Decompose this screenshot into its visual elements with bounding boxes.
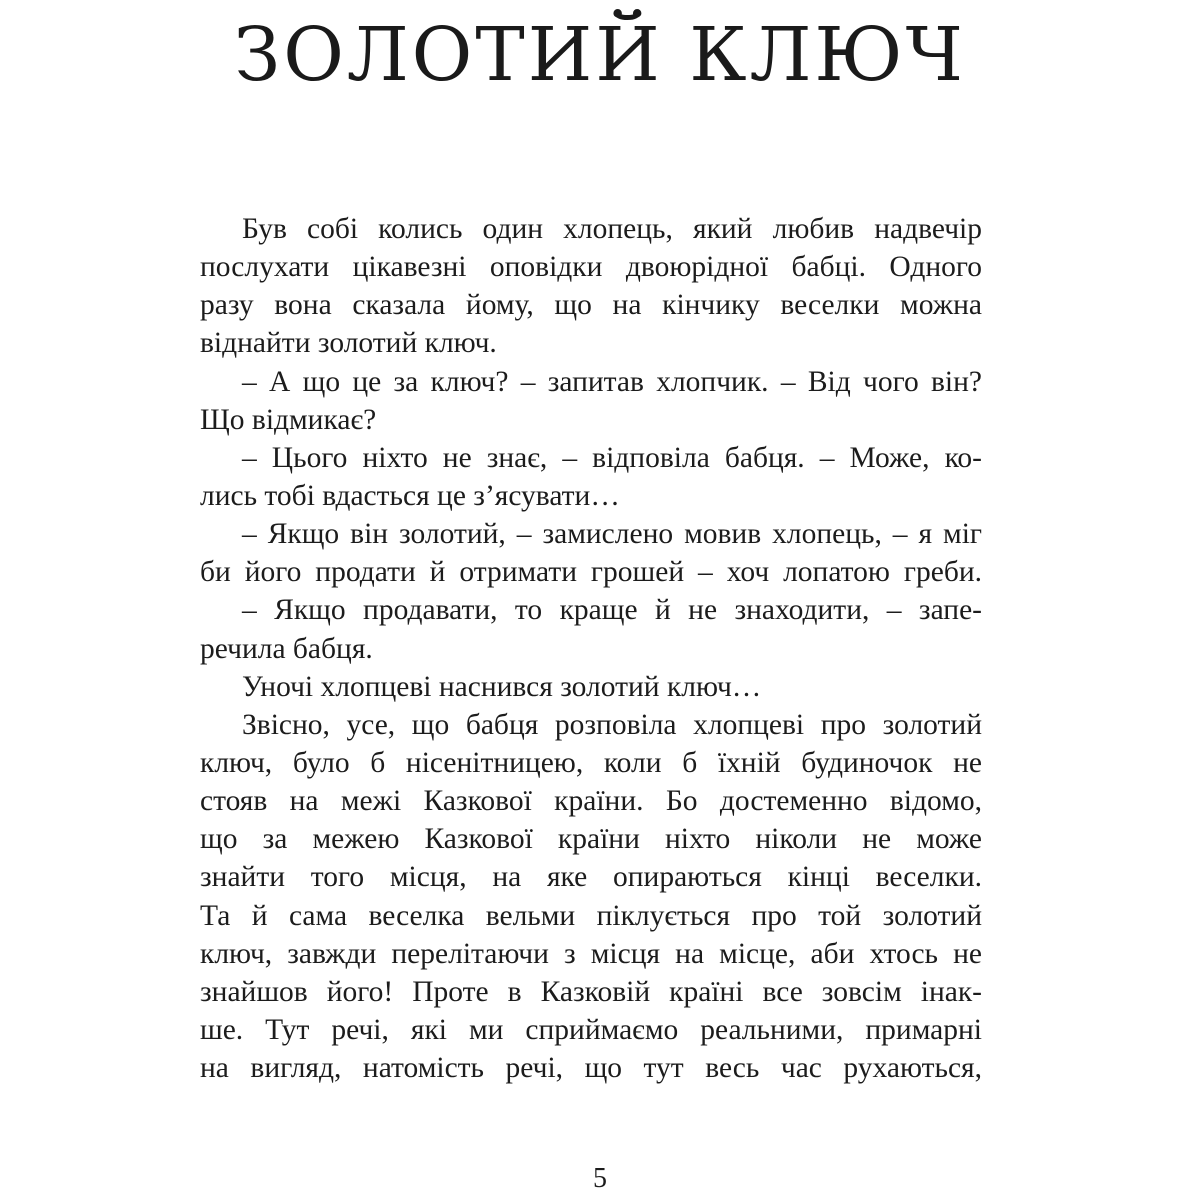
text-line: стояв на межі Казкової країни. Бо достеменно відомо, — [200, 785, 982, 818]
body-text — [200, 210, 982, 1087]
text-line: би його продати й отримати грошей – хоч лопатою греби. — [200, 556, 982, 589]
text-line: Що відмикає? — [200, 403, 377, 436]
chapter-title: ЗОЛОТИЙ КЛЮЧ — [234, 12, 966, 98]
text-line: Звісно, усе, що бабця розповіла хлопцеві про золотий — [242, 708, 982, 741]
text-line: знайшов його! Проте в Казковій країні все зовсім інак- — [200, 975, 982, 1008]
text-line: – Якщо він золотий, – замислено мовив хлопець, – я міг — [242, 518, 982, 551]
page-number: 5 — [593, 1163, 607, 1194]
text-line: знайти того місця, на яке опираються кінці веселки. — [200, 861, 982, 894]
text-line: Був собі колись один хлопець, який любив надвечір — [242, 213, 982, 245]
text-line: що за межею Казкової країни ніхто ніколи не може — [200, 823, 982, 856]
text-line: ключ, завжди перелітаючи з місця на місце, аби хтось не — [200, 937, 982, 970]
text-line: речила бабця. — [200, 632, 373, 665]
text-line: послухати цікавезні оповідки двоюрідної бабці. Одного — [200, 251, 982, 284]
text-line: ключ, було б нісенітницею, коли б їхній будиночок не — [200, 746, 982, 779]
text-line: на вигляд, натомість речі, що тут весь час рухаються, — [200, 1052, 982, 1085]
text-line: ше. Тут речі, які ми сприймаємо реальними, примарні — [200, 1013, 982, 1046]
text-line: Уночі хлопцеві наснився золотий ключ… — [242, 670, 762, 703]
text-line: Та й сама веселка вельми піклується про той золотий — [200, 899, 982, 932]
text-line: віднайти золотий ключ. — [200, 327, 497, 360]
text-line: лись тобі вдасться це з’ясувати… — [200, 479, 620, 512]
text-line: – Цього ніхто не знає, – відповіла бабця. – Може, ко- — [242, 441, 982, 474]
text-line: – А що це за ключ? – запитав хлопчик. – Від чого він? — [242, 365, 982, 398]
text-line: – Якщо продавати, то краще й не знаходити, – запе- — [242, 594, 982, 627]
text-line: разу вона сказала йому, що на кінчику веселки можна — [200, 289, 982, 322]
